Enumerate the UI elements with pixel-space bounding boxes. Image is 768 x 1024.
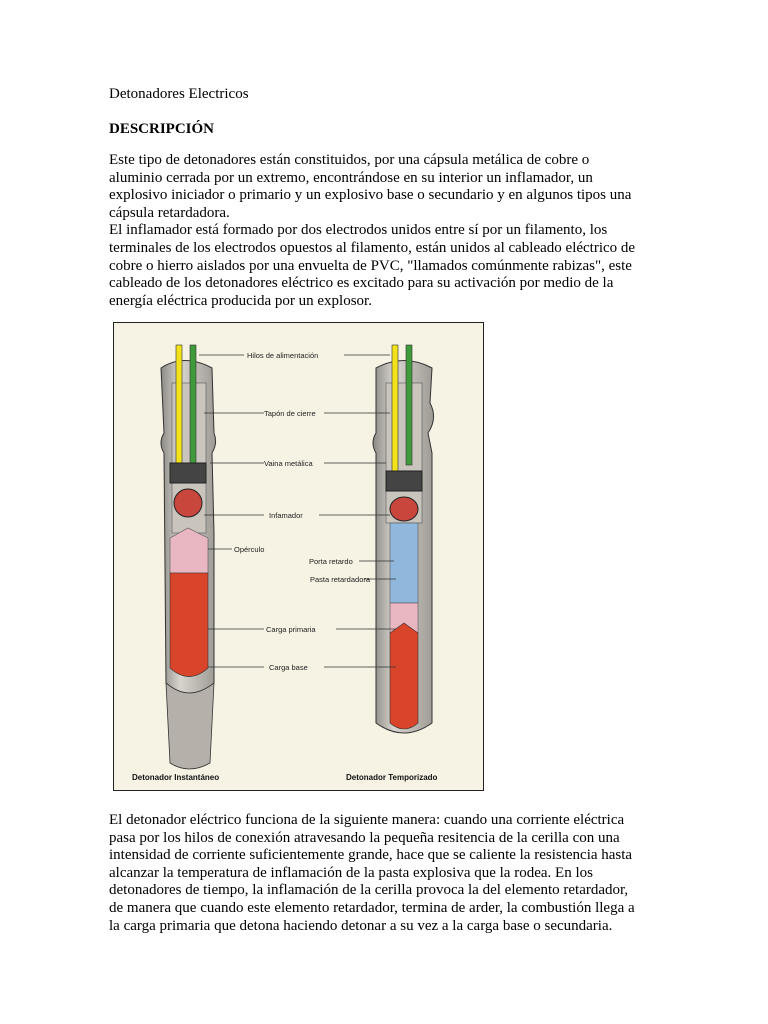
label-inflamador: Infamador xyxy=(269,511,303,520)
left-plug xyxy=(170,463,206,483)
label-carga-base: Carga base xyxy=(269,663,308,672)
caption-detonador-instantaneo: Detonador Instantáneo xyxy=(132,773,220,782)
right-wire-green xyxy=(406,345,412,465)
right-wire-yellow xyxy=(392,345,398,475)
paragraph-line: la carga primaria que detona haciendo detonar a su vez a la carga base o secundaria. xyxy=(109,917,613,934)
right-detonator xyxy=(373,345,434,733)
label-opercula: Opérculo xyxy=(234,545,265,554)
paragraph-line: cableado de los detonadores eléctrico es excitado para su activación por medio de la xyxy=(109,275,614,292)
paragraph-line: de manera que cuando este elemento retardador, termina de arder, la combustión llega a xyxy=(109,899,635,916)
left-wire-yellow xyxy=(176,345,182,475)
label-carga-primaria: Carga primaria xyxy=(266,625,316,634)
left-detonator xyxy=(161,345,216,769)
left-sheath-bottom xyxy=(166,683,214,769)
section-heading-descripcion: DESCRIPCIÓN xyxy=(109,121,215,137)
left-wire-green xyxy=(190,345,196,465)
document-title: Detonadores Electricos xyxy=(109,86,249,102)
paragraph-line: pasa por los hilos de conexión atravesando la pequeña resitencia de la cerilla con una xyxy=(109,829,620,846)
label-tapon-cierre: Tapón de cierre xyxy=(264,409,316,418)
right-porta-retardo xyxy=(390,523,418,603)
right-plug xyxy=(386,471,422,491)
left-inflamador xyxy=(174,489,202,517)
paragraph-line: El inflamador está formado por dos electrodos unidos entre sí por un filamento, los xyxy=(109,222,608,239)
detonator-diagram-figure xyxy=(113,322,484,791)
right-inflamador xyxy=(390,497,418,521)
paragraph-line: cobre o hierro aislados por una envuelta de PVC, "llamados comúnmente rabizas", este xyxy=(109,257,632,274)
label-porta-retardo: Porta retardo xyxy=(309,557,353,566)
paragraph-line: Este tipo de detonadores están constituidos, por una cápsula metálica de cobre o xyxy=(109,152,590,168)
label-pasta-retardadora: Pasta retardadora xyxy=(310,575,371,584)
paragraph-line: explosivo iniciador o primario y un explosivo base o secundario y en algunos tipos una xyxy=(109,187,632,204)
detonator-diagram-svg xyxy=(114,323,482,789)
paragraph-functioning xyxy=(109,812,669,935)
caption-detonador-temporizado: Detonador Temporizado xyxy=(346,773,438,782)
paragraph-description xyxy=(109,152,669,310)
label-hilos-alimentacion: Hilos de alimentación xyxy=(247,351,319,360)
paragraph-line: El detonador eléctrico funciona de la siguiente manera: cuando una corriente eléctrica xyxy=(109,812,625,828)
paragraph-line: intensidad de corriente suficientemente grande, hace que se caliente la resistencia hasta xyxy=(109,847,633,864)
paragraph-line: alcanzar la temperatura de inflamación de la pasta explosiva que la rodea. En los xyxy=(109,864,593,881)
right-carga-base xyxy=(390,623,418,729)
paragraph-line: detonadores de tiempo, la inflamación de la cerilla provoca la del elemento retardador, xyxy=(109,882,629,899)
paragraph-line: cápsula retardadora. xyxy=(109,204,230,221)
left-carga-base xyxy=(170,573,208,677)
label-vaina-metalica: Vaina metálica xyxy=(264,459,313,468)
paragraph-line: aluminio cerrada por un extremo, encontrándose en su interior un inflamador, un xyxy=(109,169,593,186)
paragraph-line: energía eléctrica producida por un explosor. xyxy=(109,292,372,309)
paragraph-line: terminales de los electrodos opuestos al filamento, están unidos al cableado eléctrico de xyxy=(109,239,636,256)
